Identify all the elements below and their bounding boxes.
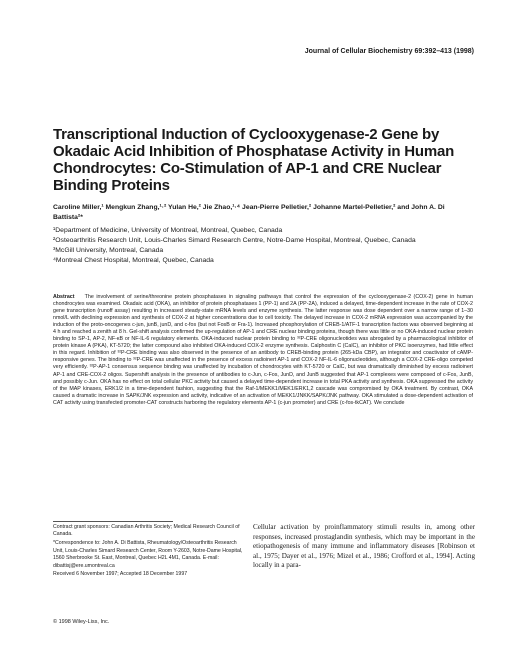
affiliation-3: ³McGill University, Montreal, Canada [53,247,164,254]
author-list: Caroline Miller,¹ Mengkun Zhang,¹·² Yulan He,² Jie Zhao,¹·⁴ Jean-Pierre Pelletier,² Johanne Martel-Pelletier,² and John A. Di Battista²* [53,204,445,221]
abstract-text: The involvement of serine/threonine protein phosphatases in signaling pathways that control the expression of the cyclooxygenase-2 (COX-2) gene in human chondrocytes was examined. Okadaic acid (OKA), an inhibitor of protein phosphatases 1 (PP-1) and 2A (PP-2A), induced a delayed, time-dependent increase in the rate of COX-2 gene transcription (runoff assay) resulting in increased steady-state mRNA levels and enzyme synthesis. The latter response was dose dependent over a narrow range of 1–30 nmol/L with declining expression and synthesis of COX-2 at higher concentrations due to cell toxicity. The delayed increase in COX-2 mRNA expression was accompanied by the induction of the proto-oncogenes c-jun, junB, junD, and c-fos (but not FosB or Fra-1). Increased phosphorylation of CREB-1/ATF-1 transcription factors was observed beginning at 4 h and reached a zenith at 8 h. Gel-shift analysis confirmed the up-regulation of AP-1 and CRE nuclear binding proteins, though there was little or no OKA-induced nuclear protein binding to SP-1, AP-2, NF-κB or NF-IL-6 regulatory elements. OKA-induced nuclear protein binding to ³²P-CRE oligonucleotides was abrogated by a pharmacological inhibitor of protein kinase A (PKA), KT-5720; the latter compound also inhibited OKA-induced COX-2 enzyme synthesis. Calphostin C (CalC), an inhibitor of PKC isoenzymes, had little effect in this regard. Inhibition of ³²P-CRE binding was also observed in the presence of an antibody to CREB-binding protein (265-kDa CBP), an integrator and coactivator of cAMP-responsive genes. The binding to ³²P-CRE was unaffected in the presence of excess radioinert AP-1 and COX-2 NF-IL-6 oligonucleotides, although a COX-2 CRE-oligo competed very efficiently. ³²P-AP-1 consensus sequence binding was unaffected by incubation of chondrocytes with KT-5720 or CalC, but was dramatically diminished by excess radioinert AP-1 and CRE-COX-2 oligos. Supershift analysis in the presence of antibodies to c-Jun, c-Fos, JunD, and JunB suggested that AP-1 complexes were composed of c-Fos, JunB, and possibly c-Jun. OKA has no effect on total cellular PKC activity but caused a delayed time-dependent increase in total PKA activity and synthesis. OKA suppressed the activity of the MAP kinases, ERK1/2 in a time-dependent fashion, suggesting that the Raf-1/MEKK1/MEK1/ERK1,2 cascade was compromised by OKA treatment. By contrast, OKA caused a dramatic increase in SAPK/JNK expression and activity, indicative of an activation of MEKK1/JNKK/SAPK/JNK pathway. OKA stimulated a dose-dependent activation of CAT activity using transfected promoter-CAT constructs harboring the regulatory elements AP-1 (c-jun promoter) and CRE (c-fos-tkCAT). We conclude [53,294,473,406]
grant-footnote: Contract grant sponsors: Canadian Arthritis Society; Medical Research Council of Canada. [53,524,240,538]
body-text: Cellular activation by proinflammatory stimuli results in, among other responses, increased prostaglandin synthesis, which may be important in the etiopathogenesis of many immune and inflammatory diseases [Robinson et al., 1975; Dayer et al., 1976; Mizel et al., 1986; Crofford et al., 1994]. Acting locally in a para- [253,523,475,570]
footnote-divider [53,521,173,522]
abstract [53,294,473,407]
received-footnote: Received 6 November 1997; Accepted 18 December 1997 [53,571,188,578]
correspondence-footnote: *Correspondence to: John A. Di Battista, Rheumatology/Osteoarthritis Research Unit, Louis-Charles Simard Research Center, Room Y-2603, Notre-Dame Hospital, 1560 Sherbrooke St. East, Montreal, Quebec H2L 4M1, Canada. E-mail: dibattisj@ere.umontreal.ca [53,540,243,569]
abstract-label: Abstract [53,294,75,300]
article-title: Transcriptional Induction of Cyclooxygenase-2 Gene by Okadaic Acid Inhibition of Phosphatase Activity in Human Chondrocytes: Co-Stimulation of AP-1 and CRE Nuclear Binding Proteins [53,126,455,194]
affiliation-1: ¹Department of Medicine, University of Montreal, Montreal, Quebec, Canada [53,227,283,234]
journal-citation: Journal of Cellular Biochemistry 69:392–413 (1998) [304,48,474,55]
affiliation-4: ⁴Montreal Chest Hospital, Montreal, Quebec, Canada [53,257,214,264]
copyright: © 1998 Wiley-Liss, Inc. [53,619,110,625]
footnotes [53,524,248,580]
affiliations [53,226,473,266]
affiliation-2: ²Osteoarthritis Research Unit, Louis-Charles Simard Research Centre, Notre-Dame Hospital, Montreal, Quebec, Canada [53,237,416,244]
